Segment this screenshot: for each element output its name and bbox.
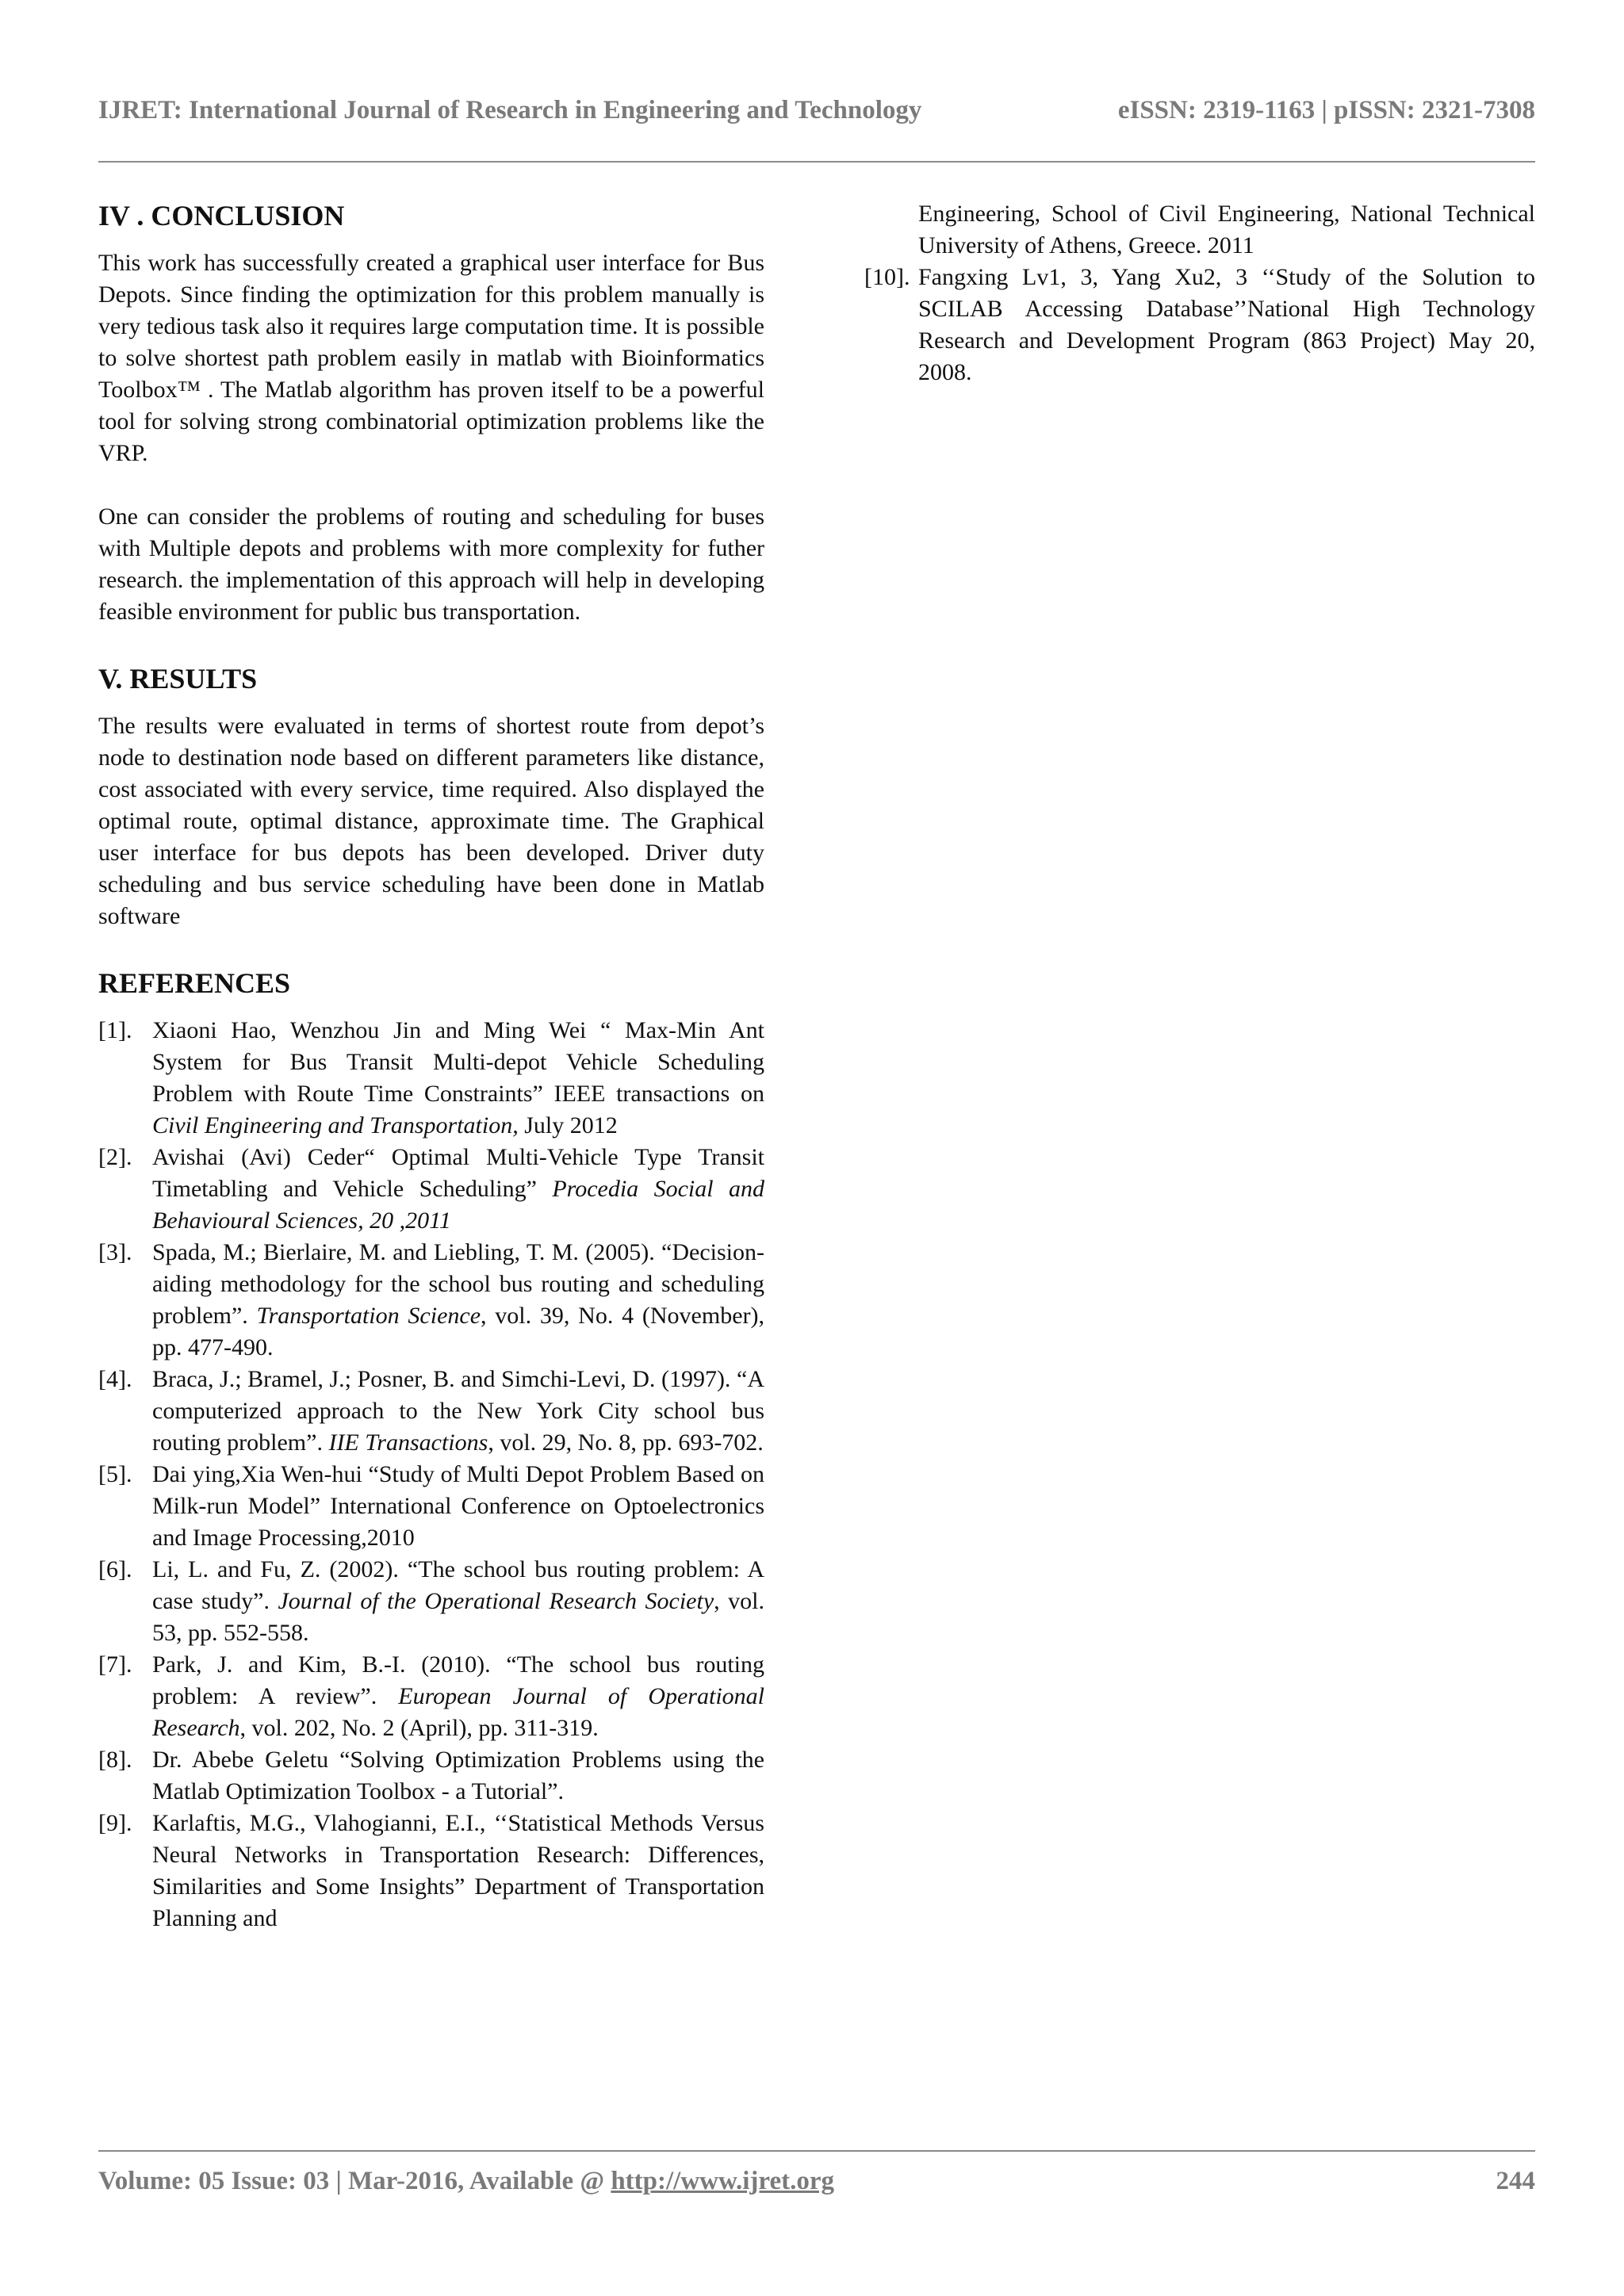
reference-text: Park, J. and Kim, B.-I. (2010). “The school bus routing problem: A review”. European Journal of Operational Research, vol. 202, No. 2 (April), pp. 311-319. (152, 1651, 764, 1741)
reference-number: [8]. (98, 1747, 132, 1773)
reference-text: Dai ying,Xia Wen-hui “Study of Multi Depot Problem Based on Milk-run Model” International Conference on Optoelectronics and Image Processing,2010 (152, 1461, 764, 1551)
footer-rule (98, 2150, 1535, 2152)
references-heading: REFERENCES (98, 967, 291, 999)
conclusion-heading: IV . CONCLUSION (98, 200, 345, 232)
reference-number: [7]. (98, 1651, 132, 1678)
left-column (98, 198, 764, 1934)
page-number: 244 (1496, 2167, 1535, 2195)
journal-title: IJRET: International Journal of Research in Engineering and Technology (98, 96, 922, 124)
reference-item (98, 1142, 764, 1237)
reference-item (98, 1459, 764, 1554)
conclusion-paragraph-2: One can consider the problems of routing and scheduling for buses with Multiple depots and problems with more complexity for futher research. the implementation of this approach will help in developing feasible environment for public bus transportation. (98, 503, 764, 625)
reference-item (98, 1015, 764, 1142)
header-rule (98, 161, 1535, 163)
reference-number: [9]. (98, 1810, 132, 1836)
right-column (864, 198, 1535, 388)
reference-continuation: Engineering, School of Civil Engineering, National Technical University of Athens, Greece. 2011 (918, 201, 1535, 258)
reference-item (98, 1364, 764, 1459)
running-header (98, 96, 1535, 125)
reference-item (98, 1649, 764, 1744)
journal-link[interactable]: http://www.ijret.org (611, 2167, 834, 2195)
reference-text: Li, L. and Fu, Z. (2002). “The school bus routing problem: A case study”. Journal of the Operational Research Society, vol. 53, pp. 552-558. (152, 1556, 764, 1646)
reference-number: [5]. (98, 1461, 132, 1487)
conclusion-paragraph-1: This work has successfully created a graphical user interface for Bus Depots. Since finding the optimization for this problem manually is very tedious task also it requires large computation time. It is possible to solve shortest path problem easily in matlab with Bioinformatics Toolbox™ . The Matlab algorithm has proven itself to be a powerful tool for solving strong combinatorial optimization problems like the VRP. (98, 250, 764, 466)
reference-number: [4]. (98, 1366, 132, 1392)
reference-item (98, 1808, 764, 1934)
reference-number: [6]. (98, 1556, 132, 1582)
reference-text: Xiaoni Hao, Wenzhou Jin and Ming Wei “ Max-Min Ant System for Bus Transit Multi-depot Vehicle Scheduling Problem with Route Time Constraints” IEEE transactions on Civil Engineering and Transportation, July 2012 (152, 1017, 764, 1138)
reference-text: Dr. Abebe Geletu “Solving Optimization Problems using the Matlab Optimization Toolbox - a Tutorial”. (152, 1747, 764, 1804)
running-footer (98, 2167, 1535, 2196)
reference-number: [2]. (98, 1144, 132, 1170)
reference-number: [10]. (864, 264, 910, 290)
reference-item (864, 262, 1535, 388)
reference-text: Fangxing Lv1, 3, Yang Xu2, 3 ‘‘Study of the Solution to SCILAB Accessing Database’’National High Technology Research and Development Program (863 Project) May 20, 2008. (918, 264, 1535, 385)
reference-number: [3]. (98, 1239, 132, 1265)
reference-number: [1]. (98, 1017, 132, 1043)
results-paragraph: The results were evaluated in terms of shortest route from depot’s node to destination node based on different parameters like distance, cost associated with every service, time required. Also displayed the optimal route, optimal distance, approximate time. The Graphical user interface for bus depots has been developed. Driver duty scheduling and bus service scheduling have been done in Matlab software (98, 713, 764, 929)
issn-label: eISSN: 2319-1163 | pISSN: 2321-7308 (1117, 96, 1535, 124)
reference-text: Braca, J.; Bramel, J.; Posner, B. and Simchi-Levi, D. (1997). “A computerized approach to the New York City school bus routing problem”. IIE Transactions, vol. 29, No. 8, pp. 693-702. (152, 1366, 764, 1456)
results-heading: V. RESULTS (98, 663, 258, 695)
reference-text: Spada, M.; Bierlaire, M. and Liebling, T. M. (2005). “Decision-aiding methodology for the school bus routing and scheduling problem”. Transportation Science, vol. 39, No. 4 (November), pp. 477-490. (152, 1239, 765, 1360)
reference-item (98, 1237, 764, 1364)
reference-item (98, 1744, 764, 1808)
reference-text: Avishai (Avi) Ceder“ Optimal Multi-Vehicle Type Transit Timetabling and Vehicle Scheduling” Procedia Social and Behavioural Sciences, 20 ,2011 (152, 1144, 764, 1234)
reference-item (98, 1554, 764, 1649)
reference-text: Karlaftis, M.G., Vlahogianni, E.I., ‘‘Statistical Methods Versus Neural Networks in Transportation Research: Differences, Similarities and Some Insights” Department of Transportation Planning and (152, 1810, 764, 1931)
footer-volume: Volume: 05 Issue: 03 | Mar-2016, Available @ http://www.ijret.org (98, 2167, 834, 2195)
